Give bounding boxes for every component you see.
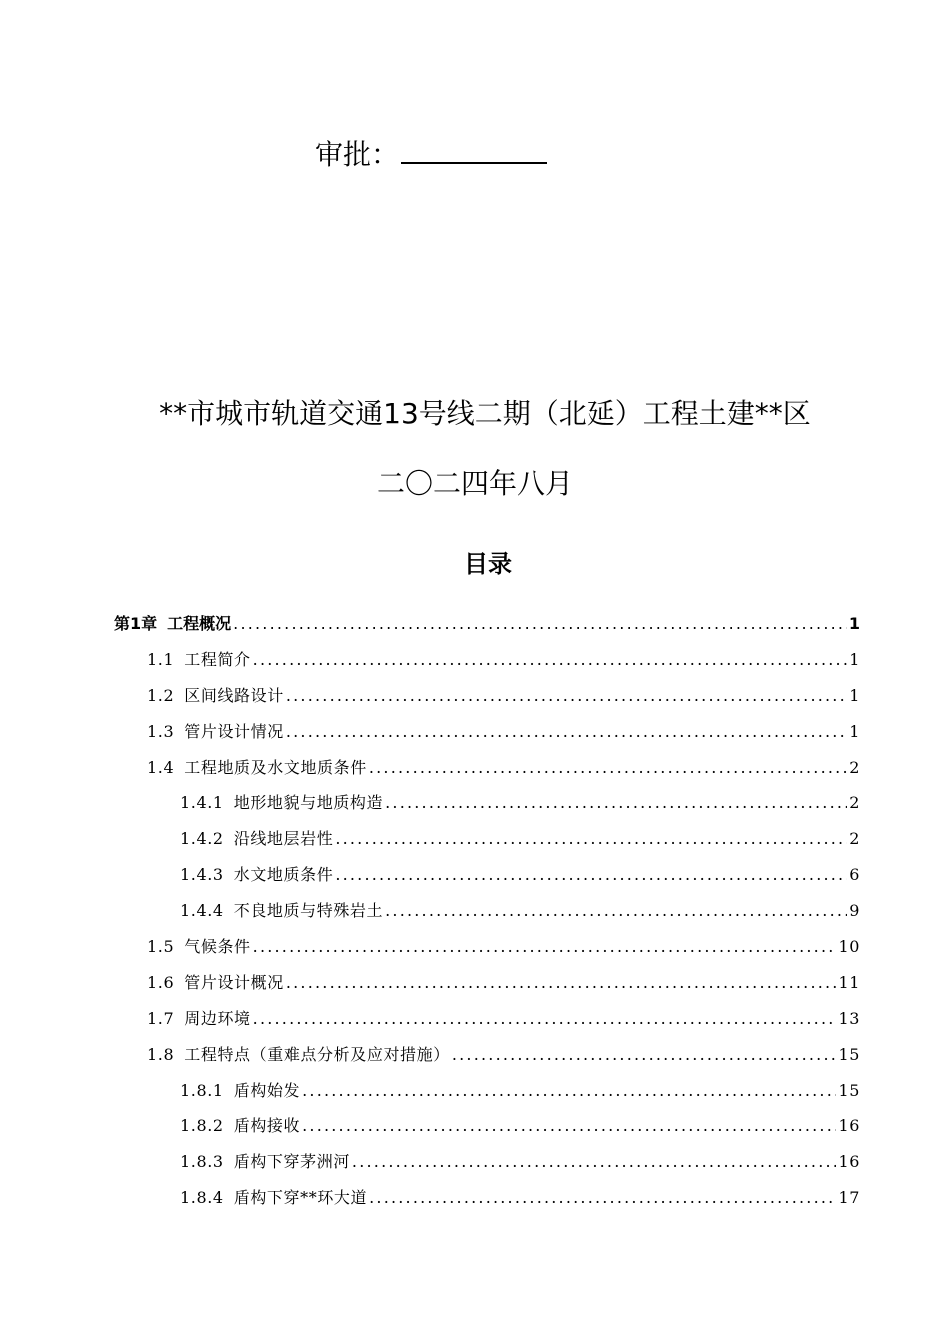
dot-leader [335,865,847,884]
toc-entry[interactable] [114,1185,860,1221]
toc-entry-number: 1.4.3 [180,865,224,885]
toc-entry-title: 工程简介 [184,649,251,669]
toc-entry-page: 16 [838,1116,860,1136]
toc-entry-page: 1 [849,721,860,741]
toc-entry-title: 工程地质及水文地质条件 [184,757,367,777]
toc-entry-title: 盾构始发 [233,1080,301,1100]
toc-entry-number: 1.8.1 [180,1080,224,1100]
table-of-contents [114,611,860,1221]
toc-entry-title: 工程概况 [167,614,232,633]
toc-entry-title: 气候条件 [184,937,251,957]
toc-entry-number: 1.4.2 [180,829,224,849]
dot-leader [335,829,847,848]
dot-leader [233,614,847,633]
toc-entry[interactable] [114,1006,860,1042]
approval-line [315,132,547,175]
toc-entry-page: 2 [849,829,860,849]
toc-entry[interactable] [114,683,860,719]
dot-leader [253,650,848,669]
toc-entry[interactable] [114,611,860,647]
toc-entry-title: 地形地貌与地质构造 [233,793,384,813]
toc-entry-page: 10 [838,937,860,957]
toc-entry-title: 周边环境 [184,1008,251,1028]
toc-entry-title: 盾构下穿茅洲河 [233,1152,350,1172]
project-title: **市城市轨道交通13号线二期（北延）工程土建**区 [159,397,811,430]
toc-entry-number: 1.1 [147,649,175,669]
toc-entry-page: 11 [838,972,860,992]
toc-entry-title: 区间线路设计 [184,685,284,705]
toc-entry-title: 工程特点（重难点分析及应对措施） [184,1044,450,1064]
toc-entry-number: 1.8 [147,1044,175,1064]
toc-entry-number: 第1章 [114,614,158,633]
toc-entry[interactable] [114,790,860,826]
toc-entry-title: 水文地质条件 [233,865,334,885]
toc-entry-number: 1.4.4 [180,901,224,921]
toc-entry[interactable] [114,934,860,970]
toc-entry[interactable] [114,898,860,934]
toc-entry-number: 1.7 [147,1008,175,1028]
toc-entry[interactable] [114,862,860,898]
approval-label: 审批： [315,138,400,171]
toc-entry[interactable] [114,1078,860,1114]
toc-entry-page: 15 [838,1080,860,1100]
toc-entry-number: 1.5 [147,937,175,957]
dot-leader [286,686,847,705]
toc-entry-number: 1.3 [147,721,175,741]
toc-entry-number: 1.2 [147,685,175,705]
toc-entry-title: 管片设计情况 [184,721,284,741]
toc-entry-title: 盾构接收 [233,1116,301,1136]
toc-entry-page: 6 [849,865,860,885]
dot-leader [452,1045,837,1064]
toc-entry-title: 不良地质与特殊岩土 [233,901,384,921]
toc-entry[interactable] [114,1113,860,1149]
dot-leader [385,901,847,920]
toc-entry[interactable] [114,1149,860,1185]
toc-entry-page: 1 [848,614,860,633]
dot-leader [286,722,847,741]
toc-entry-page: 9 [849,901,860,921]
toc-entry-number: 1.8.4 [180,1188,224,1208]
toc-entry[interactable] [114,755,860,791]
toc-entry[interactable] [114,970,860,1006]
toc-entry-number: 1.8.2 [180,1116,224,1136]
toc-entry-page: 1 [849,685,860,705]
toc-entry[interactable] [114,826,860,862]
document-date: 二〇二四年八月 [376,467,573,500]
toc-entry-page: 15 [838,1044,860,1064]
dot-leader [253,1009,837,1028]
toc-entry-number: 1.8.3 [180,1152,224,1172]
toc-entry-number: 1.6 [147,972,175,992]
toc-entry-number: 1.4 [147,757,175,777]
toc-entry-page: 13 [838,1008,860,1028]
toc-entry[interactable] [114,1042,860,1078]
dot-leader [302,1081,836,1100]
signature-blank [401,132,547,164]
toc-entry-page: 17 [838,1188,860,1208]
dot-leader [302,1116,836,1135]
toc-entry-page: 16 [838,1152,860,1172]
toc-entry[interactable] [114,719,860,755]
toc-entry-title: 盾构下穿**环大道 [233,1188,368,1208]
toc-entry-title: 管片设计概况 [184,972,284,992]
dot-leader [253,937,837,956]
dot-leader [352,1152,837,1171]
toc-entry-page: 2 [849,757,860,777]
dot-leader [385,793,847,812]
toc-entry-title: 沿线地层岩性 [233,829,334,849]
toc-heading: 目录 [464,550,512,578]
dot-leader [369,758,847,777]
toc-entry-page: 1 [849,649,860,669]
toc-entry-number: 1.4.1 [180,793,224,813]
dot-leader [286,973,837,992]
toc-entry-page: 2 [849,793,860,813]
dot-leader [369,1188,836,1207]
toc-entry[interactable] [114,647,860,683]
